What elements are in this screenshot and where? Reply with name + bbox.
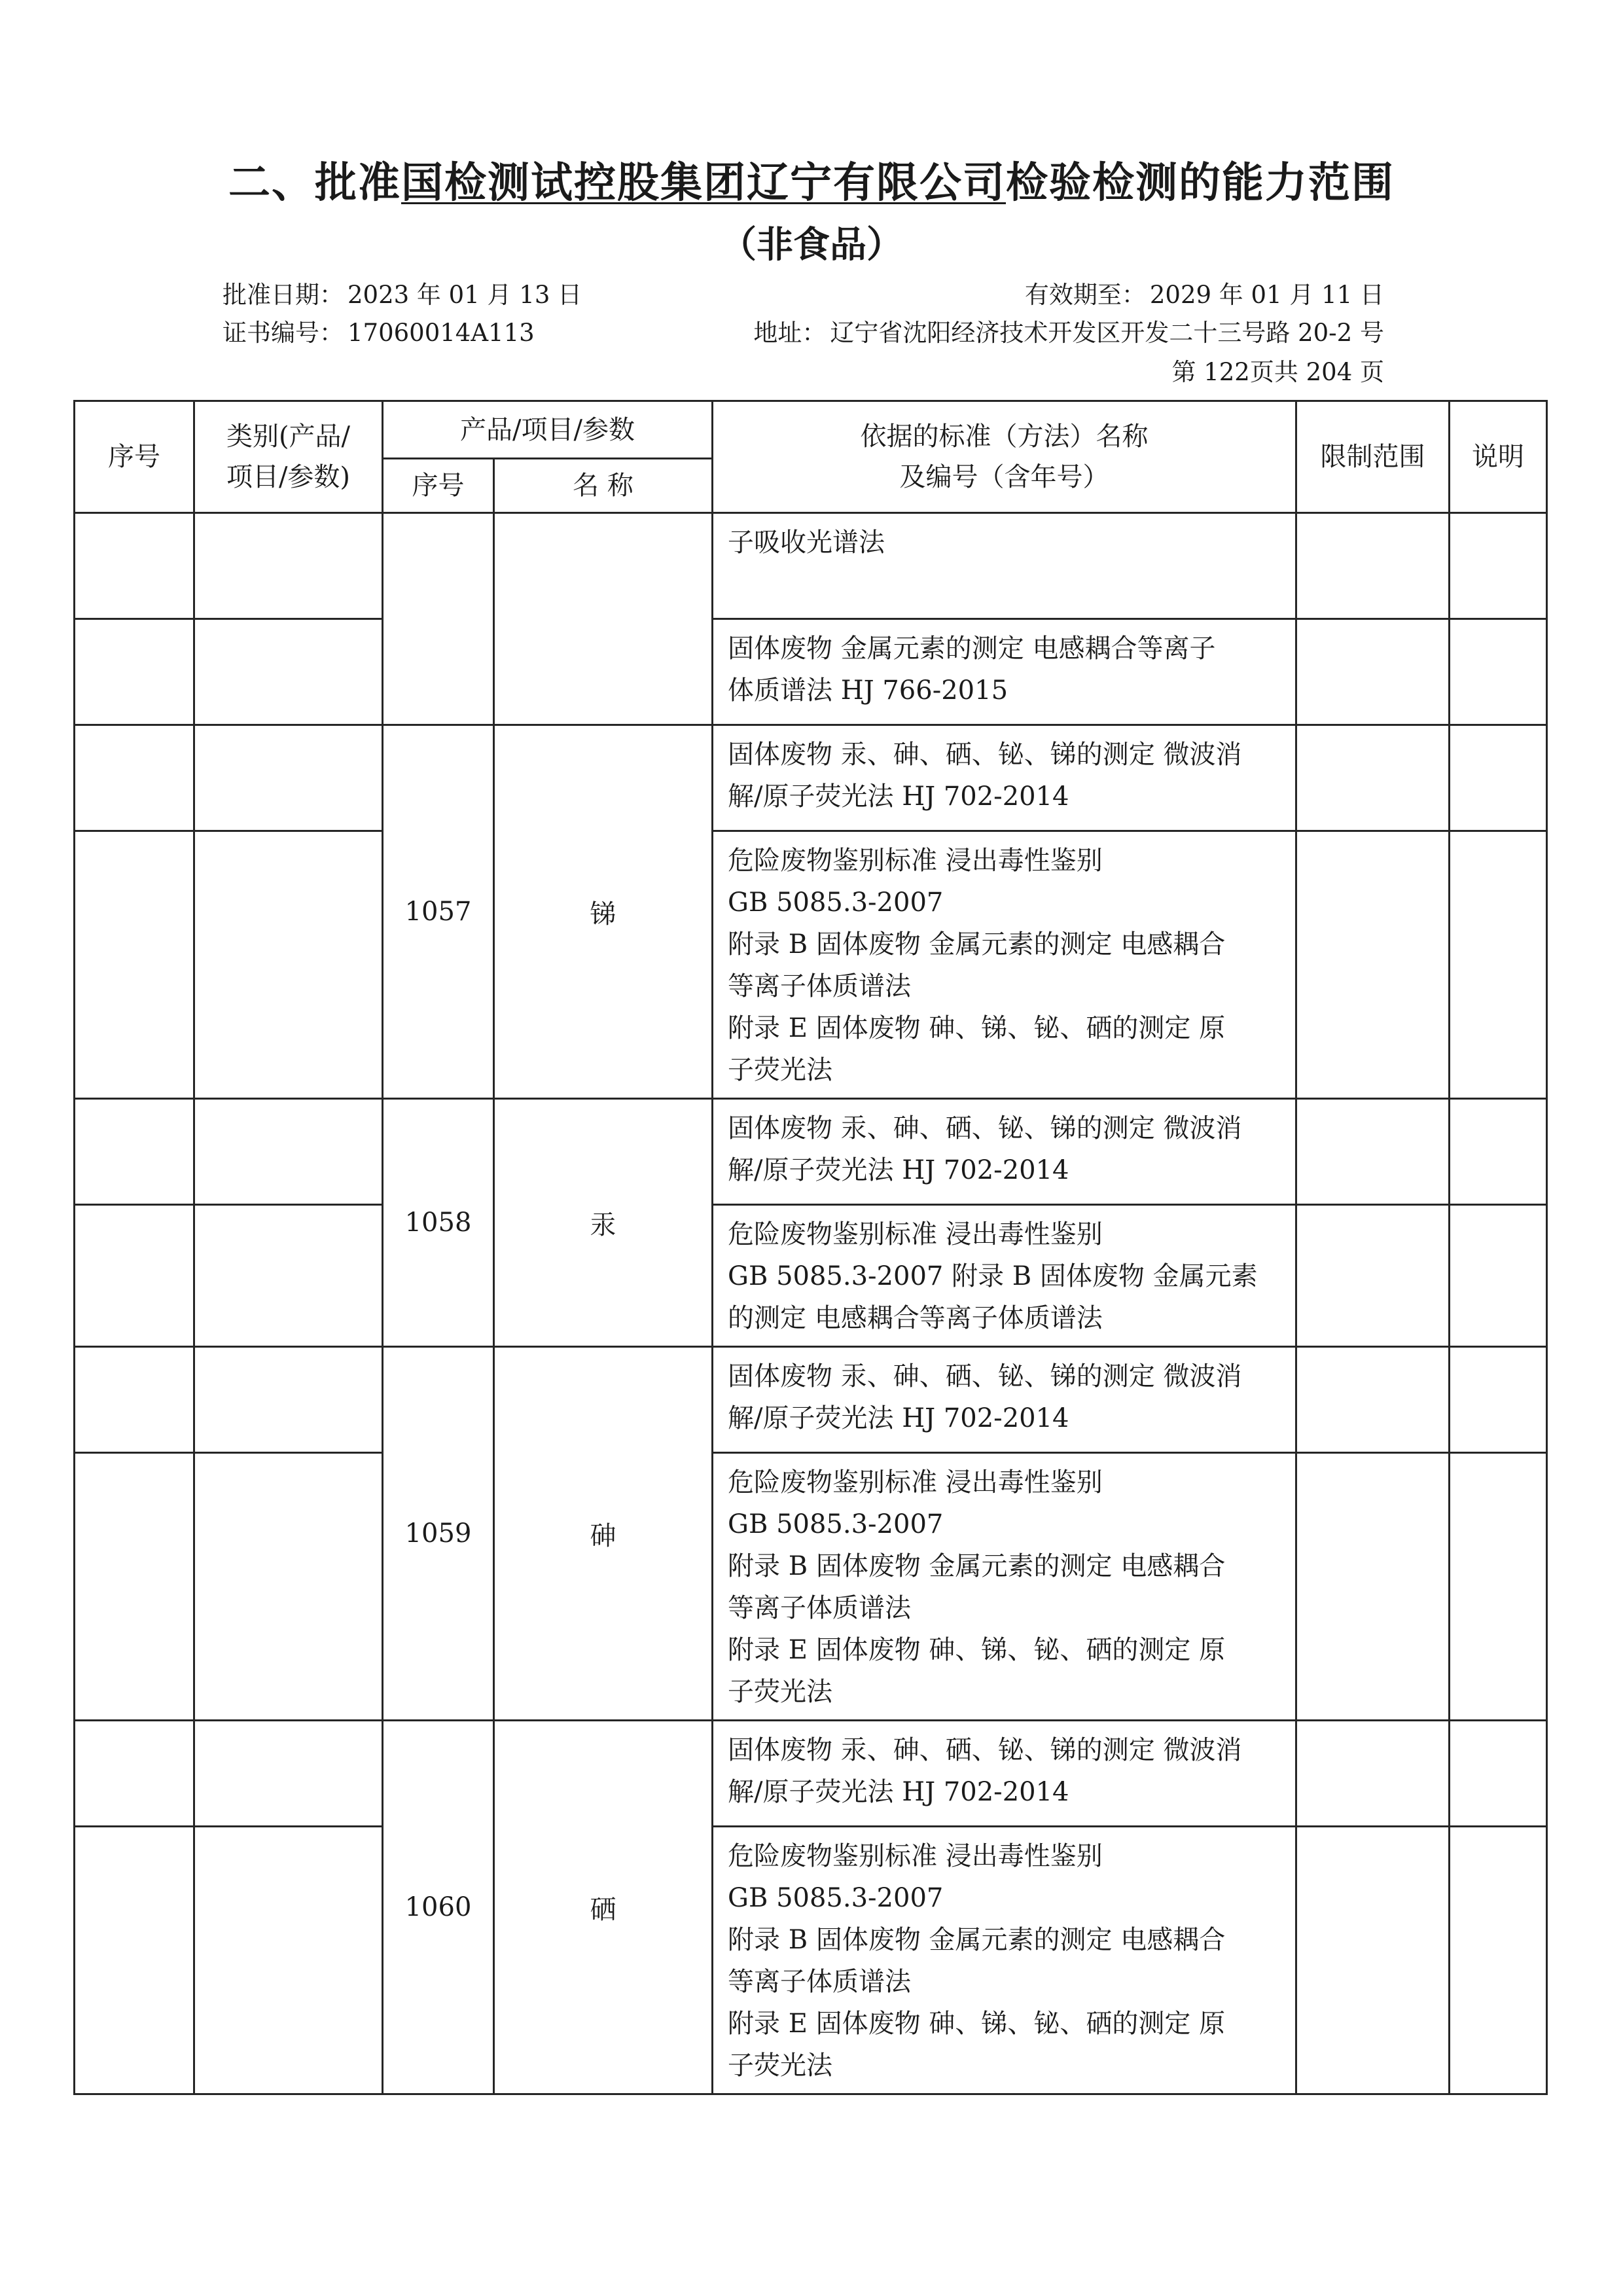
- seq-cell: [75, 1827, 194, 2094]
- document-subtitle: （非食品）: [720, 224, 903, 266]
- approval-date-value: 2023 年 01 月 13 日: [348, 281, 582, 309]
- standard-line: 附录 E 固体废物 砷、锑、铋、硒的测定 原: [728, 1013, 1226, 1043]
- valid-until-value: 2029 年 01 月 11 日: [1149, 281, 1384, 309]
- standard-line: 附录 B 固体废物 金属元素的测定 电感耦合: [728, 1925, 1226, 1955]
- category-cell: [194, 725, 383, 831]
- item-name-cell: [494, 513, 713, 725]
- limit-cell: [1296, 1453, 1450, 1721]
- seq-cell: [75, 619, 194, 725]
- item-seq-cell: 1057: [383, 725, 494, 1099]
- header-category: [194, 401, 383, 513]
- standard-cell: [713, 1347, 1296, 1453]
- standard-cell: [713, 513, 1296, 619]
- limit-cell: [1296, 725, 1450, 831]
- standard-line: 危险废物鉴别标准 浸出毒性鉴别: [728, 1841, 1103, 1871]
- category-cell: [194, 1347, 383, 1453]
- standard-line: 解/原子荧光法 HJ 702-2014: [728, 1155, 1069, 1185]
- valid-until-label: 有效期至：: [1024, 281, 1146, 309]
- certificate-number-value: 17060014A113: [348, 319, 535, 347]
- title-suffix: 检验检测的能力范围: [1006, 159, 1395, 207]
- header-seq: 序号: [75, 401, 194, 513]
- table-row: [75, 1453, 1547, 1721]
- standard-line: GB 5085.3-2007: [728, 1509, 944, 1539]
- title-company: 国检测试控股集团辽宁有限公司: [401, 159, 1006, 207]
- category-cell: [194, 831, 383, 1099]
- standard-line: 固体废物 汞、砷、硒、铋、锑的测定 微波消: [728, 1361, 1242, 1391]
- address: [753, 313, 1384, 348]
- seq-cell: [75, 1347, 194, 1453]
- table-row: [75, 831, 1547, 1099]
- note-cell: [1450, 513, 1547, 619]
- standard-line: 附录 E 固体废物 砷、锑、铋、硒的测定 原: [728, 1635, 1226, 1665]
- limit-cell: [1296, 1205, 1450, 1347]
- standard-line: 子吸收光谱法: [728, 528, 885, 558]
- header-note: 说明: [1450, 401, 1547, 513]
- address-label: 地址：: [753, 319, 827, 347]
- category-cell: [194, 619, 383, 725]
- seq-cell: [75, 1721, 194, 1827]
- standard-line: 附录 B 固体废物 金属元素的测定 电感耦合: [728, 929, 1226, 960]
- header-standard: [713, 401, 1296, 513]
- standard-cell: [713, 1827, 1296, 2094]
- standard-cell: [713, 1099, 1296, 1205]
- seq-cell: [75, 513, 194, 619]
- table-row: [75, 1347, 1547, 1453]
- standard-cell: [713, 725, 1296, 831]
- standard-line: 体质谱法 HJ 766-2015: [728, 675, 1008, 706]
- category-cell: [194, 1721, 383, 1827]
- page-info: 第 122页共 204 页: [1171, 358, 1384, 386]
- address-value: 辽宁省沈阳经济技术开发区开发二十三号路 20-2 号: [830, 319, 1384, 347]
- standard-line: 等离子体质谱法: [728, 1967, 912, 1997]
- standard-line: 固体废物 汞、砷、硒、铋、锑的测定 微波消: [728, 740, 1242, 770]
- certificate-number: [223, 313, 535, 348]
- table-row: [75, 1099, 1547, 1205]
- item-seq-cell: 1060: [383, 1721, 494, 2094]
- standard-line: 解/原子荧光法 HJ 702-2014: [728, 1777, 1069, 1807]
- table-row: [75, 725, 1547, 831]
- standard-line: GB 5085.3-2007: [728, 1883, 944, 1913]
- standard-cell: [713, 619, 1296, 725]
- note-cell: [1450, 1453, 1547, 1721]
- table-row: [75, 1721, 1547, 1827]
- note-cell: [1450, 1827, 1547, 2094]
- limit-cell: [1296, 1827, 1450, 2094]
- note-cell: [1450, 619, 1547, 725]
- limit-cell: [1296, 1099, 1450, 1205]
- note-cell: [1450, 1099, 1547, 1205]
- header-standard-line: 及编号（含年号）: [899, 462, 1109, 492]
- header-limit: 限制范围: [1296, 401, 1450, 513]
- seq-cell: [75, 831, 194, 1099]
- seq-cell: [75, 1453, 194, 1721]
- certificate-number-label: 证书编号：: [223, 319, 344, 347]
- note-cell: [1450, 1721, 1547, 1827]
- standard-line: 子荧光法: [728, 1677, 833, 1707]
- item-seq-cell: 1059: [383, 1347, 494, 1721]
- standard-line: 危险废物鉴别标准 浸出毒性鉴别: [728, 846, 1103, 876]
- header-sub-name: 名 称: [494, 459, 713, 513]
- note-cell: [1450, 1205, 1547, 1347]
- standard-line: 的测定 电感耦合等离子体质谱法: [728, 1303, 1103, 1333]
- approval-date: [223, 275, 582, 310]
- header-standard-line: 依据的标准（方法）名称: [860, 422, 1149, 452]
- standard-cell: [713, 1453, 1296, 1721]
- category-cell: [194, 513, 383, 619]
- limit-cell: [1296, 831, 1450, 1099]
- standard-line: 解/原子荧光法 HJ 702-2014: [728, 781, 1069, 812]
- limit-cell: [1296, 513, 1450, 619]
- standard-line: 固体废物 金属元素的测定 电感耦合等离子: [728, 634, 1216, 664]
- limit-cell: [1296, 1721, 1450, 1827]
- standard-line: GB 5085.3-2007 附录 B 固体废物 金属元素: [728, 1261, 1258, 1291]
- valid-until: [1025, 275, 1384, 310]
- standard-cell: [713, 1721, 1296, 1827]
- item-seq-cell: [383, 513, 494, 725]
- limit-cell: [1296, 619, 1450, 725]
- table-body: [75, 513, 1547, 2094]
- header-sub-seq: 序号: [383, 459, 494, 513]
- note-cell: [1450, 725, 1547, 831]
- table-row: [75, 513, 1547, 619]
- standard-line: 附录 E 固体废物 砷、锑、铋、硒的测定 原: [728, 2009, 1226, 2039]
- standard-line: 等离子体质谱法: [728, 971, 912, 1001]
- seq-cell: [75, 1205, 194, 1347]
- category-cell: [194, 1205, 383, 1347]
- header-product-group: 产品/项目/参数: [383, 401, 713, 459]
- standard-line: 附录 B 固体废物 金属元素的测定 电感耦合: [728, 1551, 1226, 1581]
- item-name-cell: 硒: [494, 1721, 713, 2094]
- standard-cell: [713, 831, 1296, 1099]
- standard-line: 固体废物 汞、砷、硒、铋、锑的测定 微波消: [728, 1735, 1242, 1765]
- standard-line: GB 5085.3-2007: [728, 888, 944, 918]
- approval-date-label: 批准日期：: [223, 281, 344, 309]
- category-cell: [194, 1453, 383, 1721]
- category-cell: [194, 1827, 383, 2094]
- item-name-cell: 砷: [494, 1347, 713, 1721]
- capability-table: [73, 400, 1548, 2095]
- table-row: [75, 1205, 1547, 1347]
- seq-cell: [75, 725, 194, 831]
- note-cell: [1450, 831, 1547, 1099]
- standard-cell: [713, 1205, 1296, 1347]
- table-row: [75, 619, 1547, 725]
- category-cell: [194, 1099, 383, 1205]
- standard-line: 子荧光法: [728, 2051, 833, 2081]
- document-title: [0, 149, 1623, 209]
- standard-line: 解/原子荧光法 HJ 702-2014: [728, 1403, 1069, 1433]
- standard-line: 子荧光法: [728, 1055, 833, 1085]
- item-name-cell: 锑: [494, 725, 713, 1099]
- item-name-cell: 汞: [494, 1099, 713, 1347]
- item-seq-cell: 1058: [383, 1099, 494, 1347]
- standard-line: 危险废物鉴别标准 浸出毒性鉴别: [728, 1219, 1103, 1249]
- standard-line: 危险废物鉴别标准 浸出毒性鉴别: [728, 1467, 1103, 1498]
- table-row: [75, 1827, 1547, 2094]
- header-category-line: 项目/参数): [226, 462, 351, 492]
- note-cell: [1450, 1347, 1547, 1453]
- standard-line: 等离子体质谱法: [728, 1593, 912, 1623]
- title-prefix: 二、批准: [228, 159, 401, 207]
- header-category-line: 类别(产品/: [226, 422, 351, 452]
- standard-line: 固体废物 汞、砷、硒、铋、锑的测定 微波消: [728, 1113, 1242, 1143]
- seq-cell: [75, 1099, 194, 1205]
- limit-cell: [1296, 1347, 1450, 1453]
